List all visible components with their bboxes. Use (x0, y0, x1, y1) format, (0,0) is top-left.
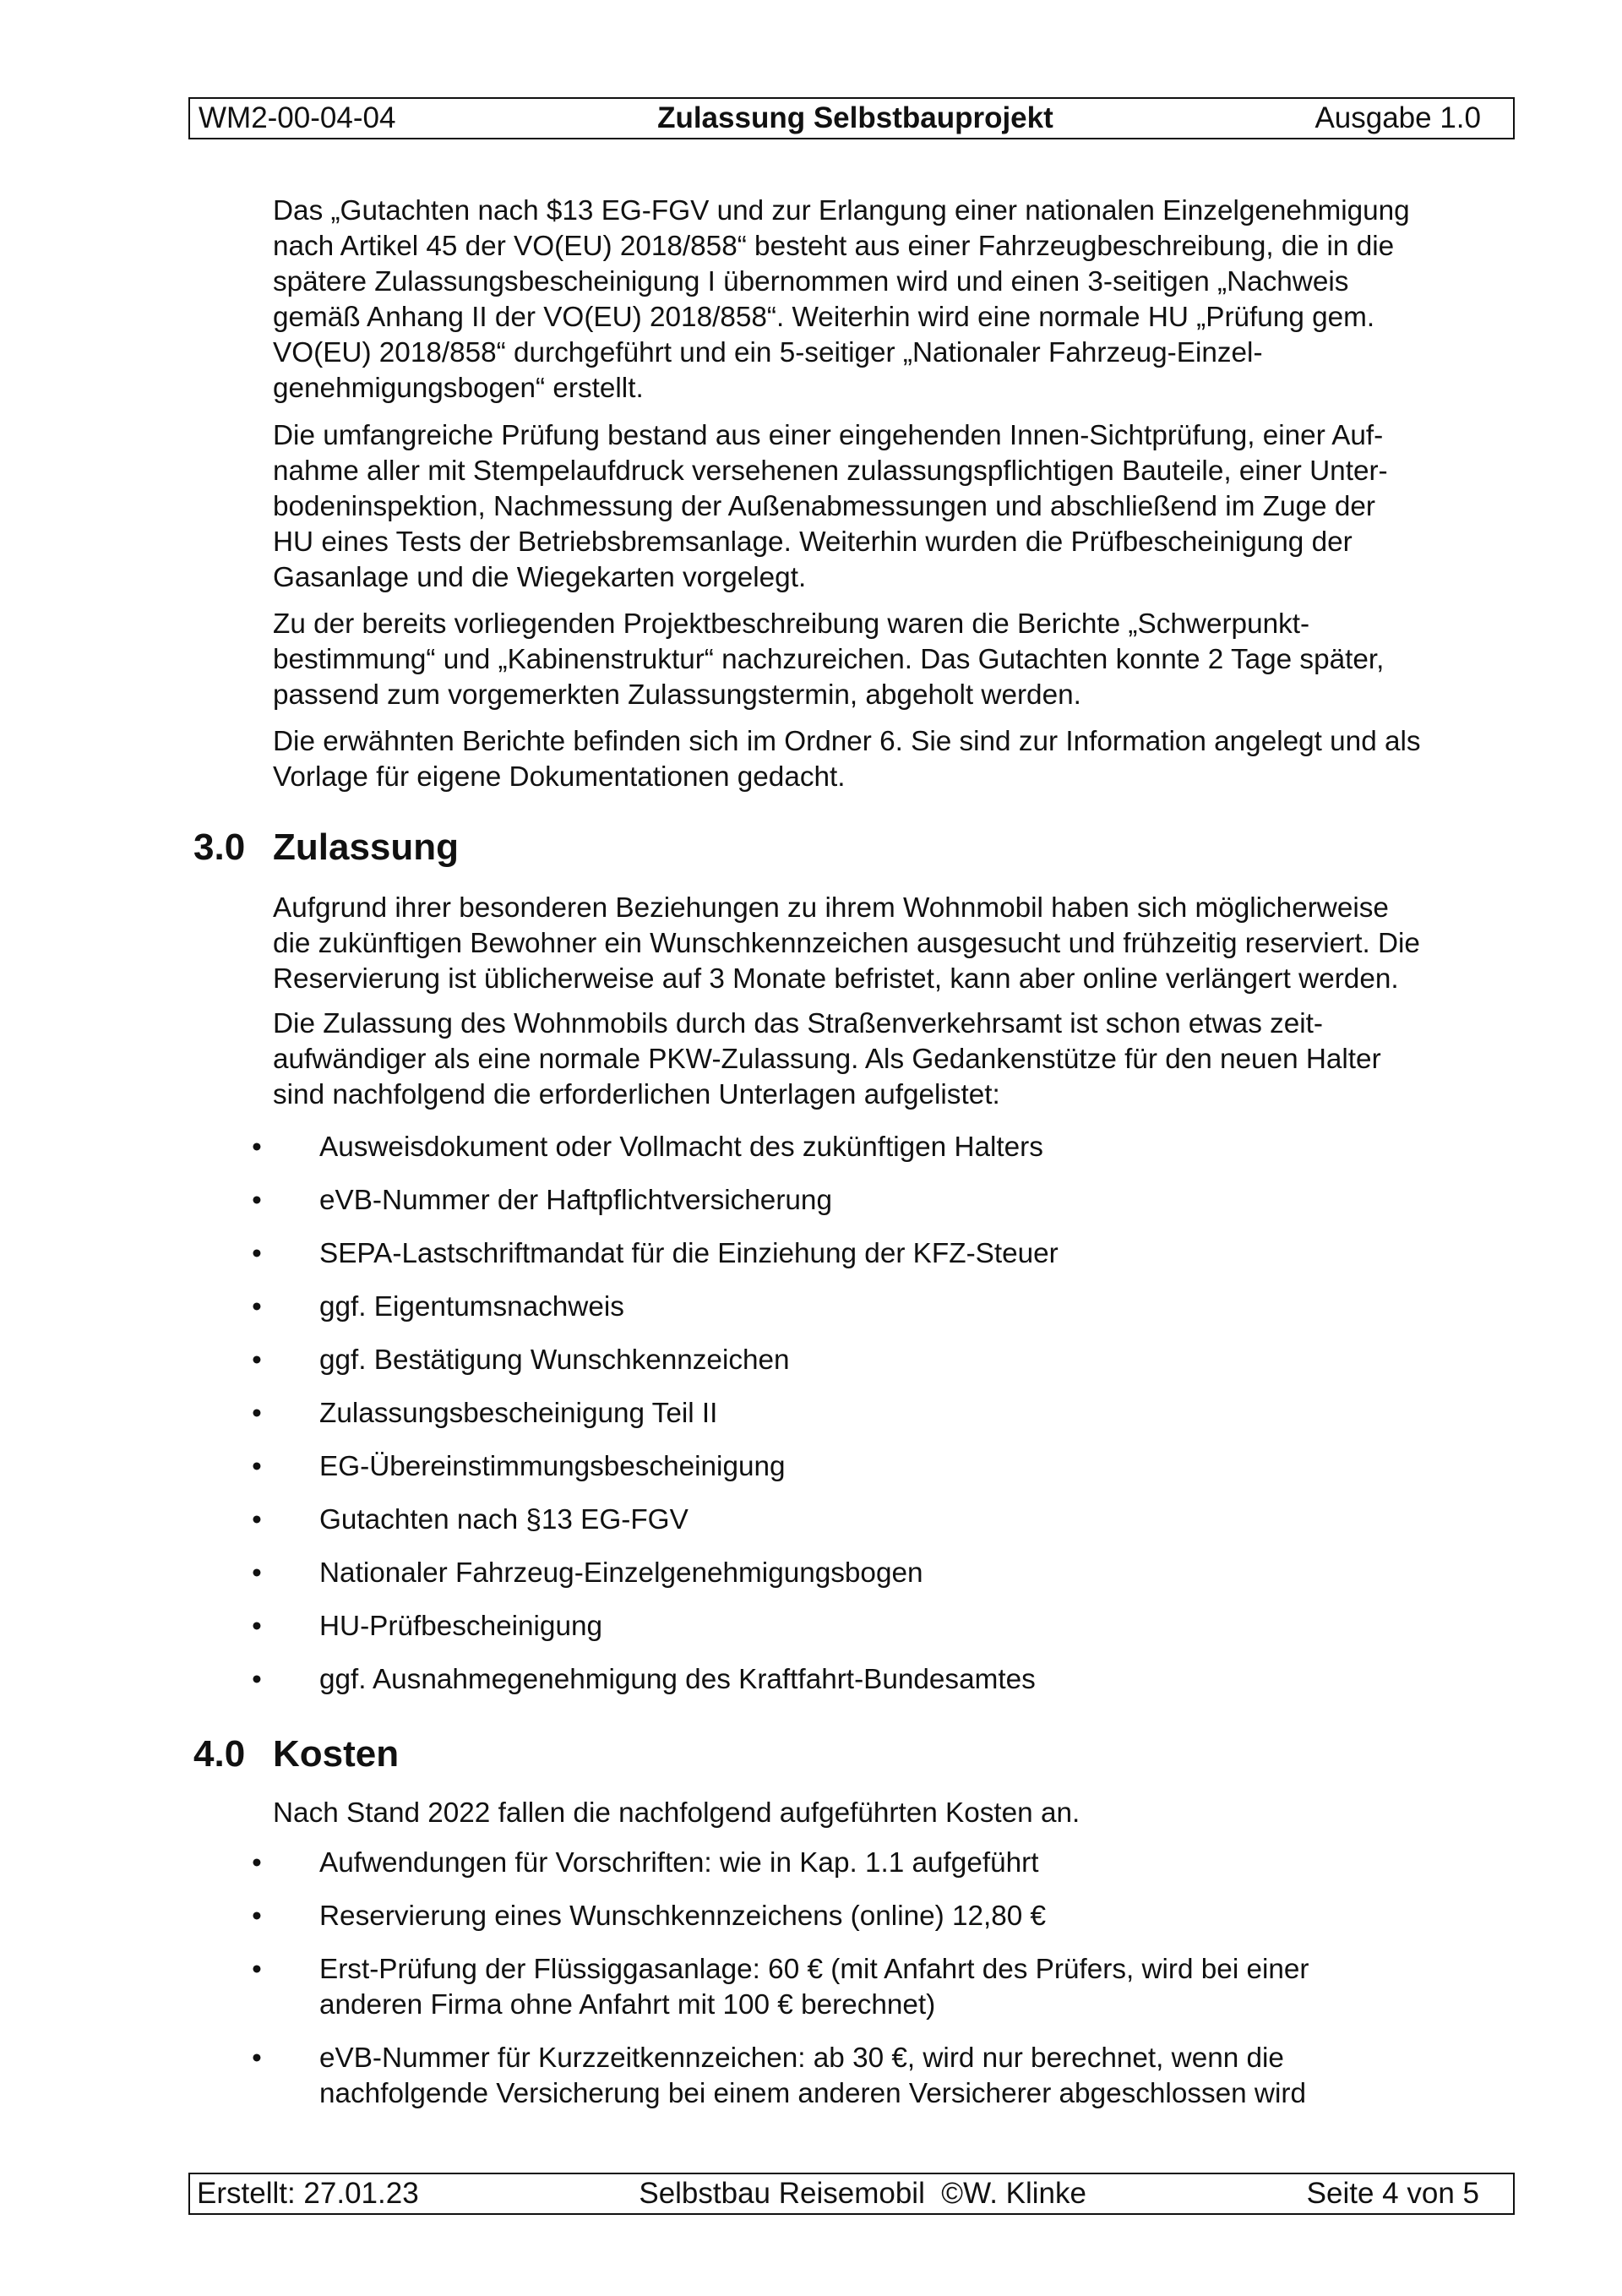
list-item-text: HU-Prüfbescheinigung (319, 1611, 603, 1642)
bullet-dot: • (252, 1185, 262, 1216)
list-item-text: Zulassungsbescheinigung Teil II (319, 1398, 718, 1429)
text-line: nahme aller mit Stempelaufdruck versehenen zulassungspflichtigen Bauteile, einer Unter- (273, 455, 1388, 487)
list-item-text: ggf. Bestätigung Wunschkennzeichen (319, 1344, 790, 1376)
text-line: Die umfangreiche Prüfung bestand aus einer eingehenden Innen-Sichtprüfung, einer Auf- (273, 420, 1384, 451)
section-title: Kosten (273, 1733, 400, 1775)
bullet-dot: • (252, 1504, 262, 1535)
text-line: VO(EU) 2018/858“ durchgeführt und ein 5-seitiger „Nationaler Fahrzeug-Einzel- (273, 337, 1263, 368)
text-line: die zukünftigen Bewohner ein Wunschkennzeichen ausgesucht und frühzeitig reserviert. Die (273, 928, 1420, 959)
bullet-dot: • (252, 1344, 262, 1376)
list-item (252, 1130, 1519, 1165)
text-line: genehmigungsbogen“ erstellt. (273, 373, 644, 404)
text-line: spätere Zulassungsbescheinigung I übernommen wird und einen 3-seitigen „Nachweis (273, 266, 1349, 297)
text-line: bestimmung“ und „Kabinenstruktur“ nachzureichen. Das Gutachten konnte 2 Tage später, (273, 644, 1385, 675)
list-item-text: Nationaler Fahrzeug-Einzelgenehmigungsbogen (319, 1557, 923, 1589)
list-item (252, 1846, 1519, 1881)
bullet-dot: • (252, 1664, 262, 1695)
text-line: Die erwähnten Berichte befinden sich im Ordner 6. Sie sind zur Information angelegt und als (273, 726, 1421, 757)
paragraph-gutachten (273, 194, 1523, 406)
list-item (252, 1662, 1519, 1698)
bullet-dot: • (252, 2042, 262, 2074)
paragraph-berichte (273, 607, 1523, 713)
header-edition: Ausgabe 1.0 (1314, 101, 1481, 134)
text-line: Vorlage für eigene Dokumentationen gedacht. (273, 761, 846, 793)
text-line: aufwändiger als eine normale PKW-Zulassung. Als Gedankenstütze für den neuen Halter (273, 1044, 1381, 1075)
text-line: Die Zulassung des Wohnmobils durch das Straßenverkehrsamt ist schon etwas zeit- (273, 1008, 1324, 1039)
paragraph-pruefung (273, 418, 1523, 596)
text-line: Das „Gutachten nach $13 EG-FGV und zur Erlangung einer nationalen Einzelgenehmigung (273, 195, 1410, 226)
bullet-dot: • (252, 1611, 262, 1642)
list-item-text: eVB-Nummer der Haftpflichtversicherung (319, 1185, 832, 1216)
text-line: Gasanlage und die Wiegekarten vorgelegt. (273, 562, 807, 593)
list-item-text: nachfolgende Versicherung bei einem anderen Versicherer abgeschlossen wird (319, 2078, 1306, 2109)
list-item (252, 1183, 1519, 1219)
bullet-dot: • (252, 1291, 262, 1323)
header-title: Zulassung Selbstbauprojekt (657, 101, 1053, 134)
paragraph-kosten-intro (273, 1796, 1523, 1831)
bullet-dot: • (252, 1398, 262, 1429)
footer-created-date: Erstellt: 27.01.23 (197, 2177, 419, 2210)
text-line: Aufgrund ihrer besonderen Beziehungen zu ihrem Wohnmobil haben sich möglicherweise (273, 892, 1389, 924)
text-line: HU eines Tests der Betriebsbremsanlage. Weiterhin wurden die Prüfbescheinigung der (273, 526, 1353, 558)
list-item (252, 1502, 1519, 1538)
text-line: nach Artikel 45 der VO(EU) 2018/858“ besteht aus einer Fahrzeugbeschreibung, die in die (273, 231, 1395, 262)
list-item-text: Reservierung eines Wunschkennzeichens (online) 12,80 € (319, 1901, 1047, 1932)
bullet-dot: • (252, 1847, 262, 1879)
bullet-dot: • (252, 1557, 262, 1589)
paragraph-ordner (273, 724, 1523, 795)
footer-page-number: Seite 4 von 5 (1306, 2177, 1479, 2210)
list-item-text: ggf. Ausnahmegenehmigung des Kraftfahrt-Bundesamtes (319, 1664, 1036, 1695)
list-item (252, 2041, 1519, 2112)
list-item-text: Erst-Prüfung der Flüssiggasanlage: 60 € (mit Anfahrt des Prüfers, wird bei einer (319, 1954, 1309, 1985)
footer-author: Selbstbau Reisemobil ©W. Klinke (639, 2177, 1086, 2210)
section-title: Zulassung (273, 826, 460, 868)
paragraph-wunschkennzeichen (273, 891, 1523, 997)
text-line: passend zum vorgemerkten Zulassungstermin, abgeholt werden. (273, 679, 1081, 711)
text-line: Nach Stand 2022 fallen die nachfolgend aufgeführten Kosten an. (273, 1797, 1080, 1829)
list-item (252, 1952, 1519, 2023)
section-heading-kosten (193, 1732, 399, 1777)
list-item-text: EG-Übereinstimmungsbescheinigung (319, 1451, 786, 1482)
header-doc-id: WM2-00-04-04 (199, 101, 396, 134)
list-item-text: ggf. Eigentumsnachweis (319, 1291, 624, 1323)
list-item (252, 1899, 1519, 1934)
text-line: Reservierung ist üblicherweise auf 3 Monate befristet, kann aber online verlängert werden. (273, 963, 1399, 995)
list-item (252, 1396, 1519, 1432)
list-item-text: Gutachten nach §13 EG-FGV (319, 1504, 689, 1535)
page-footer (188, 2173, 1515, 2215)
paragraph-unterlagen (273, 1006, 1523, 1113)
section-number: 4.0 (193, 1733, 246, 1775)
text-line: bodeninspektion, Nachmessung der Außenabmessungen und abschließend im Zuge der (273, 491, 1375, 522)
list-item (252, 1556, 1519, 1591)
list-item (252, 1609, 1519, 1644)
list-item (252, 1236, 1519, 1272)
text-line: gemäß Anhang II der VO(EU) 2018/858“. Weiterhin wird eine normale HU „Prüfung gem. (273, 302, 1375, 333)
section-number: 3.0 (193, 826, 246, 868)
bullet-dot: • (252, 1238, 262, 1269)
list-item (252, 1290, 1519, 1325)
bullet-dot: • (252, 1901, 262, 1932)
text-line: Zu der bereits vorliegenden Projektbeschreibung waren die Berichte „Schwerpunkt- (273, 608, 1310, 640)
list-item-text: SEPA-Lastschriftmandat für die Einziehung der KFZ-Steuer (319, 1238, 1059, 1269)
section-heading-zulassung (193, 825, 459, 870)
list-item-text: Aufwendungen für Vorschriften: wie in Kap. 1.1 aufgeführt (319, 1847, 1039, 1879)
list-item (252, 1449, 1519, 1485)
list-item-text: Ausweisdokument oder Vollmacht des zukünftigen Halters (319, 1132, 1043, 1163)
bullet-dot: • (252, 1451, 262, 1482)
bullet-dot: • (252, 1132, 262, 1163)
page-header (188, 97, 1515, 139)
list-item (252, 1343, 1519, 1378)
list-item-text: eVB-Nummer für Kurzzeitkennzeichen: ab 30 €, wird nur berechnet, wenn die (319, 2042, 1284, 2074)
list-item-text: anderen Firma ohne Anfahrt mit 100 € berechnet) (319, 1989, 936, 2021)
bullet-dot: • (252, 1954, 262, 1985)
text-line: sind nachfolgend die erforderlichen Unterlagen aufgelistet: (273, 1079, 1000, 1110)
